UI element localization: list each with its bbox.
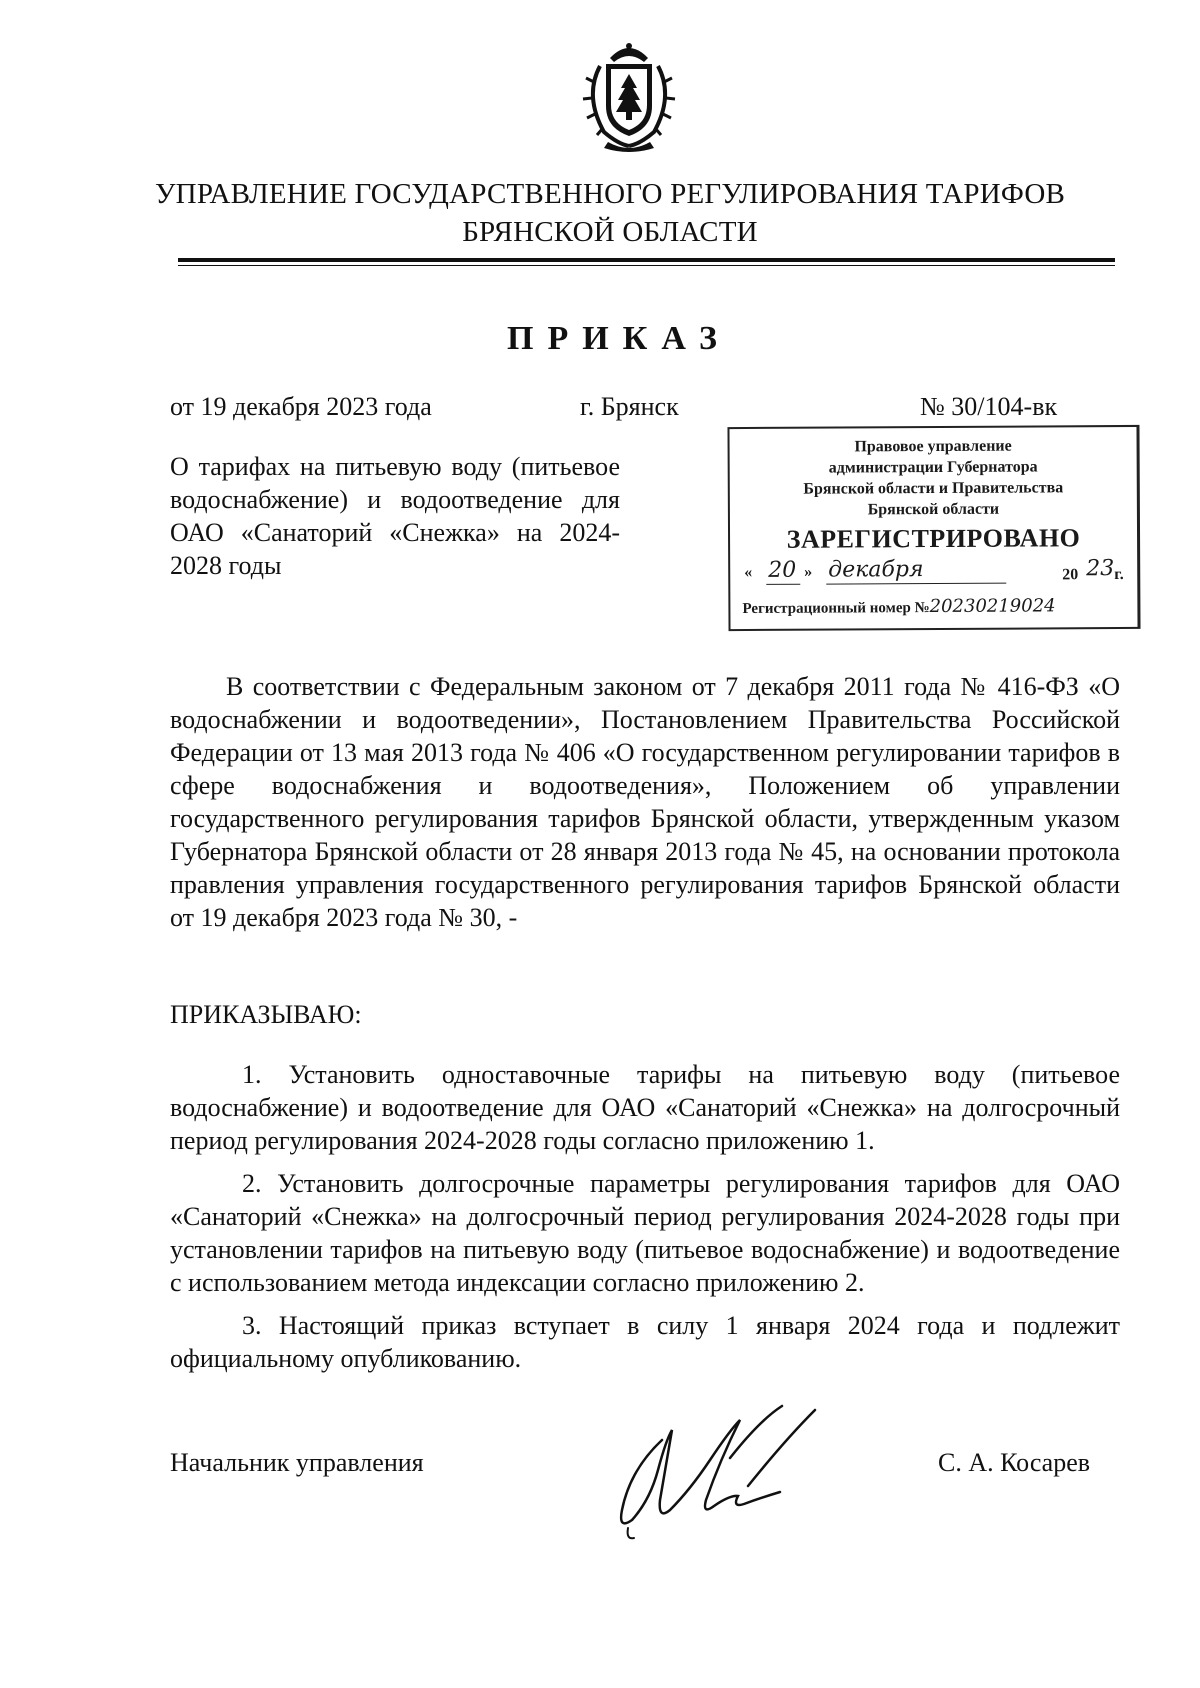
header-divider-thin <box>178 265 1115 266</box>
organization-title <box>150 175 1070 251</box>
registration-stamp <box>727 425 1140 631</box>
stamp-registration-number <box>742 595 1137 618</box>
organization-title-line1: УПРАВЛЕНИЕ ГОСУДАРСТВЕННОГО РЕГУЛИРОВАНИЯ ТАРИФОВ <box>154 178 1066 210</box>
stamp-date <box>744 556 1134 590</box>
header-divider-thick <box>178 258 1115 262</box>
stamp-year-g: г. <box>1114 566 1124 584</box>
order-item-1: 1. Установить одноставочные тарифы на питьевую воду (питьевое водоснабжение) и водоотведение для ОАО «Санаторий «Снежка» на долгосрочный период регулирования 2024-2028 годы согласно приложению 1. <box>170 1060 1120 1155</box>
stamp-quote-open: « <box>744 563 753 581</box>
stamp-org-line2: администрации Губернатора <box>828 458 1038 477</box>
stamp-reg-value: 20230219024 <box>929 595 1056 618</box>
signatory-position: Начальник управления <box>170 1448 424 1477</box>
document-subject: О тарифах на питьевую воду (питьевое водоснабжение) и водоотведение для ОАО «Санаторий «Снежка» на 2024-2028 годы <box>170 452 620 580</box>
stamp-day: 20 <box>768 557 797 583</box>
stamp-reg-label: Регистрационный номер № <box>742 600 930 618</box>
document-number: № 30/104-вк <box>920 392 1058 421</box>
preamble-paragraph: В соответствии с Федеральным законом от 7 декабря 2011 года № 416-ФЗ «О водоснабжении и водоотведении», Постановлением Правительства Российской Федерации от 13 мая 2013 года № 406 «О государственном регулировании тарифов в сфере водоснабжения и водоотведения», Положением об управлении государственного регулирования тарифов Брянской области, утвержденным указом Губернатора Брянской области от 28 января 2013 года № 45, на основании протокола правления управления государственного регулирования тарифов Брянской области от 19 декабря 2023 года № 30, - <box>170 672 1120 932</box>
stamp-quote-close: » <box>804 563 813 581</box>
stamp-org-line1: Правовое управление <box>854 437 1012 456</box>
stamp-year-suffix: 23 <box>1086 556 1115 582</box>
stamp-day-line <box>766 584 800 585</box>
document-city: г. Брянск <box>580 392 679 421</box>
stamp-month: декабря <box>828 557 924 583</box>
handwritten-signature <box>610 1400 860 1550</box>
document-type-title: ПРИКАЗ <box>507 320 731 357</box>
order-item-2: 2. Установить долгосрочные параметры регулирования тарифов для ОАО «Санаторий «Снежка» на долгосрочный период регулирования 2024-2028 годы при установлении тарифов на питьевую воду (питьевое водоснабжение) и водоотведение с использованием метода индексации согласно приложению 2. <box>170 1169 1120 1297</box>
stamp-org-line3: Брянской области и Правительства <box>803 479 1064 498</box>
order-item-3: 3. Настоящий приказ вступает в силу 1 января 2024 года и подлежит официальному опубликованию. <box>170 1311 1120 1373</box>
stamp-org-line4: Брянской области <box>867 500 1000 519</box>
signatory-name: С. А. Косарев <box>938 1448 1091 1477</box>
stamp-month-line <box>826 583 1006 585</box>
order-word: ПРИКАЗЫВАЮ: <box>170 1000 362 1029</box>
coat-of-arms-icon <box>570 36 688 154</box>
stamp-organization <box>730 435 1137 521</box>
stamp-status: ЗАРЕГИСТРИРОВАНО <box>786 523 1081 554</box>
stamp-year-prefix: 20 <box>1062 566 1079 584</box>
document-date: от 19 декабря 2023 года <box>170 392 432 421</box>
order-items <box>170 1058 1120 1385</box>
organization-title-line2: БРЯНСКОЙ ОБЛАСТИ <box>462 216 758 248</box>
